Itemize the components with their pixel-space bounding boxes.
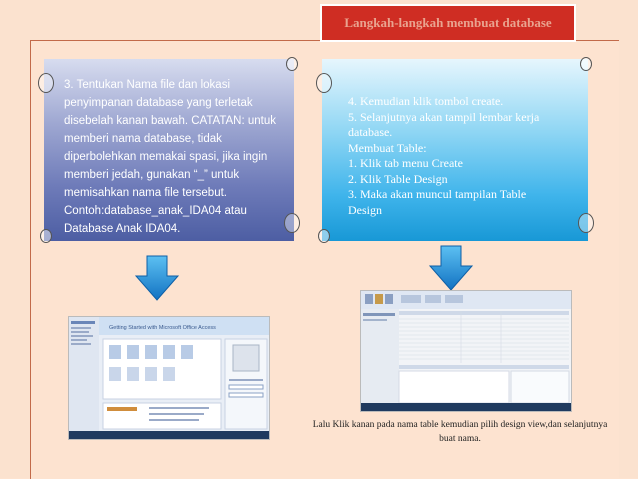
text-line: penyimpanan database yang terletak [64,97,253,109]
text-line: Design [348,202,382,217]
caption-line: Lalu Klik kanan pada nama table kemudian pilih design view,dan selanjutnya [312,420,608,430]
right-instruction-text [348,94,584,218]
text-line: disebelah kanan bawah. CATATAN: untuk [64,115,277,127]
text-line: memberi nama database, tidak [64,133,222,145]
down-arrow-icon [134,254,180,302]
screenshot-image [69,317,269,439]
text-line: 5. Selanjutnya akan tampil lembar kerja [348,109,540,124]
text-line: Database Anak IDA04. [64,223,181,235]
text-line: memberi jedah, gunakan “_” untuk [64,169,240,181]
page-title: Langkah-langkah membuat database [344,15,552,30]
text-line: Membuat Table: [348,140,427,155]
text-line: memisahkan nama file tersebut. [64,187,227,199]
text-line: Contoh:database_anak_IDA04 atau [64,205,247,217]
text-line: 3. Maka akan muncul tampilan Table [348,187,527,201]
scroll-curl [286,57,298,71]
access-getting-started-screenshot [68,316,270,440]
text-line: 3. Tentukan Nama file dan lokasi [64,79,230,91]
screenshot-banner: Getting Started with Microsoft Office Access [109,325,216,331]
access-table-design-screenshot [360,290,572,412]
scroll-curl [40,229,52,243]
scroll-curl [318,229,330,243]
scroll-curl [580,57,592,71]
title-banner [320,4,576,42]
screenshot-image [361,291,571,411]
text-line: 1. Klik tab menu Create [348,156,463,170]
caption-line: buat nama. [439,434,481,444]
text-line: 4. Kemudian klik tombol create. [348,94,504,108]
scroll-curl [316,73,332,93]
text-line: database. [348,125,393,139]
left-instruction-text [64,76,294,238]
text-line: diperbolehkan memakai spasi, jika ingin [64,151,268,163]
screenshot-caption [310,418,610,446]
scroll-curl [38,73,54,93]
text-line: 2. Klik Table Design [348,171,448,186]
down-arrow-icon [428,244,474,292]
